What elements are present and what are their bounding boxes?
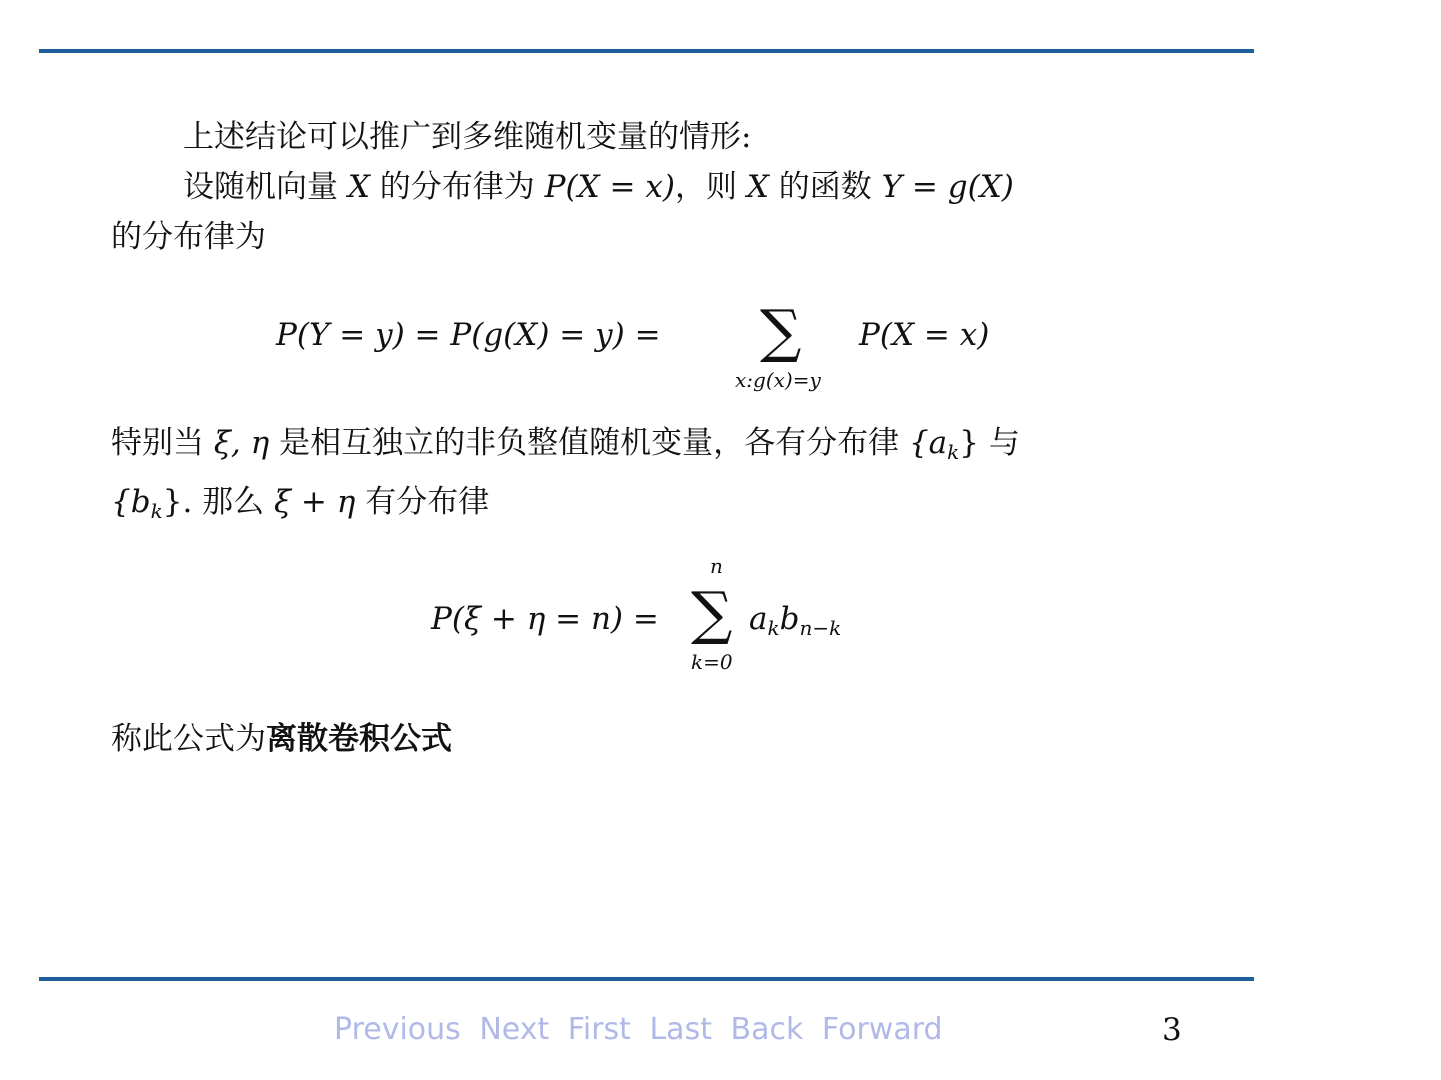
nav-previous-link[interactable]: Previous (334, 1012, 461, 1047)
text: ，则 (674, 169, 747, 205)
math-pmf: P(X = x) (544, 169, 675, 205)
sum-symbol: ∑ (691, 579, 733, 647)
eq2-lhs: P(ξ + η = n) = (431, 601, 659, 637)
subscript: k (947, 440, 960, 464)
footer-rule (39, 977, 1254, 981)
eq2-sum-upper: n (710, 554, 723, 578)
subscript: k (767, 616, 780, 640)
text: 设随机向量 (183, 169, 348, 205)
text: 是相互独立的非负整值随机变量，各有分布律 (269, 425, 909, 461)
eq2-rhs (749, 594, 841, 653)
eq1-sum-lower: x:g(x)=y (735, 368, 821, 392)
header-rule (39, 49, 1254, 53)
slide-content (111, 112, 1183, 764)
nav-back-link[interactable]: Back (730, 1012, 804, 1047)
math-sum: ξ + η (274, 484, 356, 520)
text: 特别当 (111, 425, 214, 461)
math-b: {b (111, 484, 151, 520)
text: 有分布律 (355, 484, 490, 520)
nav-last-link[interactable]: Last (649, 1012, 712, 1047)
nav-forward-link[interactable]: Forward (821, 1012, 943, 1047)
brace: } (162, 484, 183, 520)
math-a: {a (908, 425, 948, 461)
text: 与 (979, 425, 1020, 461)
text: 的分布律为 (111, 219, 266, 255)
nav-next-link[interactable]: Next (479, 1012, 550, 1047)
eq1-lhs: P(Y = y) = P(g(X) = y) = (276, 317, 661, 353)
independence-line (111, 418, 1183, 536)
eq2-sum-lower: k=0 (691, 650, 733, 674)
conclusion-line (111, 714, 1183, 764)
text: 的函数 (768, 169, 882, 205)
eq1-rhs: P(X = x) (859, 317, 990, 353)
math-X: X (746, 169, 769, 205)
text: 的分布律为 (369, 169, 545, 205)
subscript: n−k (799, 616, 842, 640)
intro-line: 上述结论可以推广到多维随机变量的情形: (183, 119, 752, 155)
math-vars: ξ, η (213, 425, 270, 461)
page-number: 3 (1162, 1012, 1182, 1048)
navigation-bar (334, 1012, 952, 1047)
nav-first-link[interactable]: First (567, 1012, 631, 1047)
term-bold: 离散卷积公式 (266, 721, 452, 757)
text: 称此公式为 (111, 721, 266, 757)
brace: } (959, 425, 980, 461)
equation-1 (111, 280, 1183, 410)
text: . 那么 (182, 484, 274, 520)
equation-2 (111, 556, 1183, 706)
sum-symbol: ∑ (760, 297, 802, 365)
math-a: a (749, 601, 768, 637)
vector-definition (111, 162, 1183, 262)
math-X: X (347, 169, 370, 205)
math-function: Y = g(X) (881, 169, 1014, 205)
subscript: k (150, 499, 163, 523)
math-b: b (779, 601, 800, 637)
